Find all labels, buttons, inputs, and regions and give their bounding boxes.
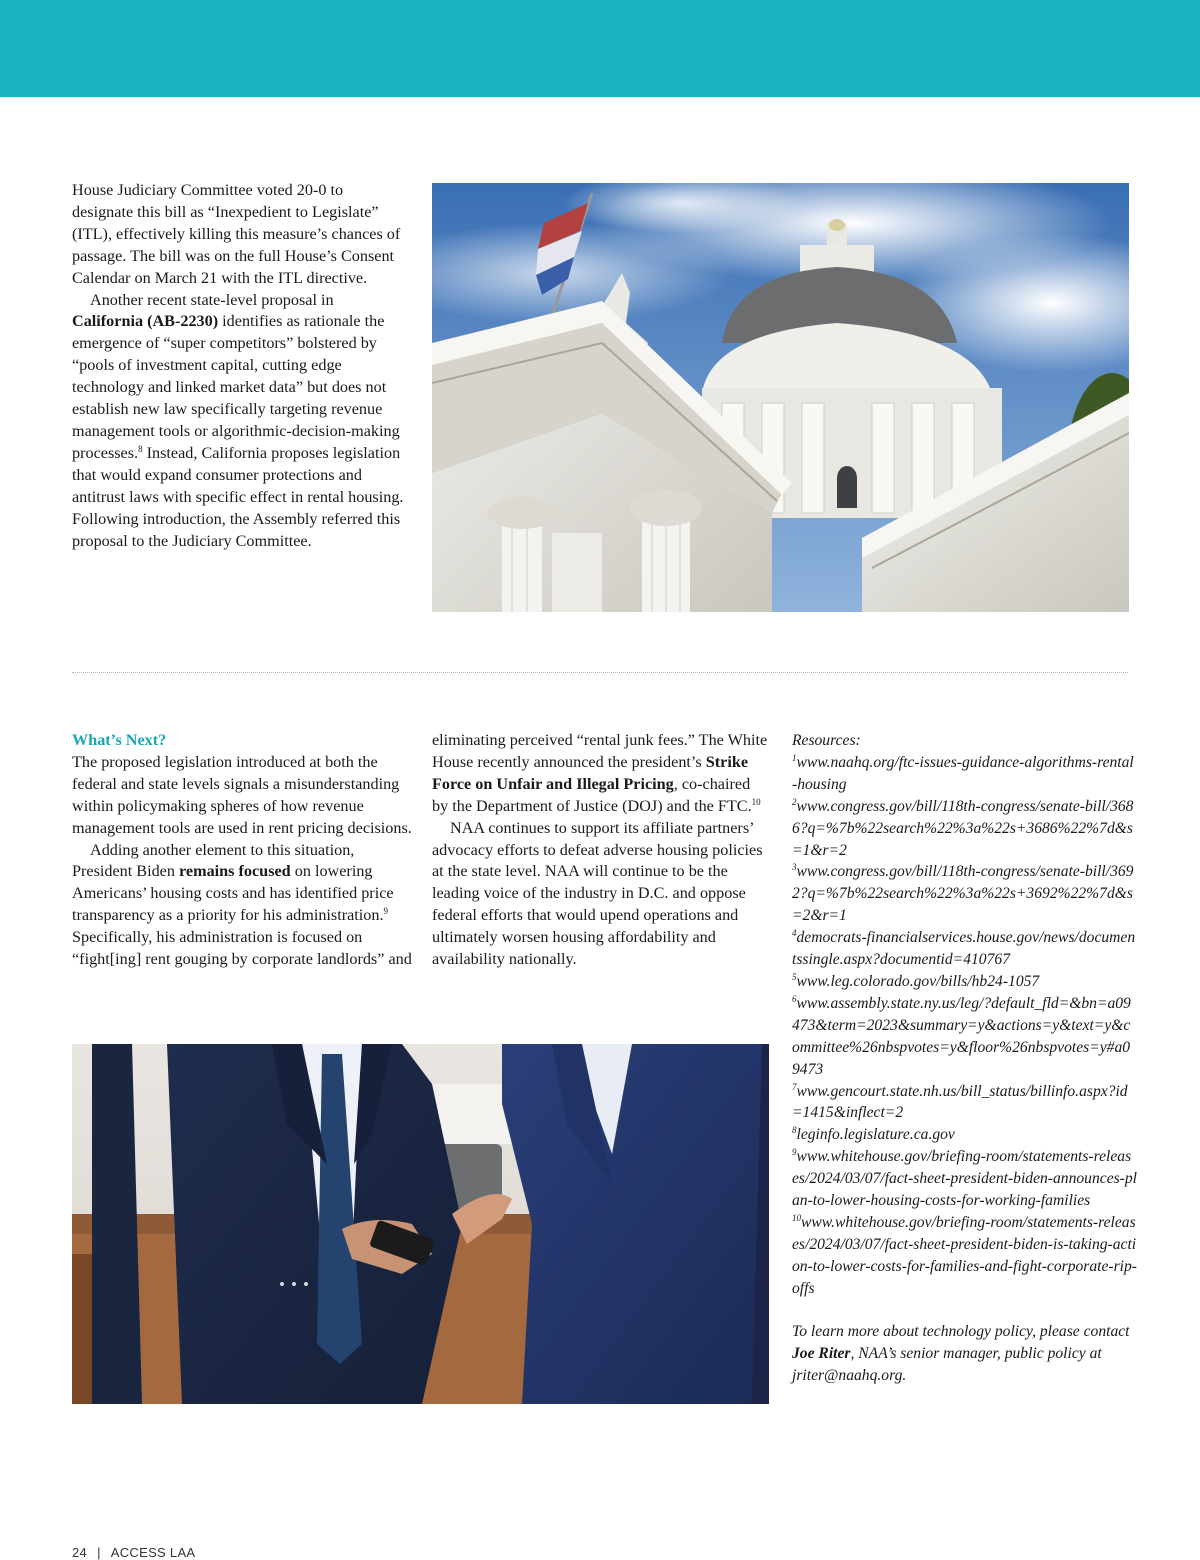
resource-link[interactable] <box>792 1146 1137 1212</box>
footnote-ref: 9 <box>383 906 389 917</box>
bold-text: California (AB-2230) <box>72 312 219 331</box>
paragraph: House Judiciary Committee voted 20-0 to designate this bill as “Inexpedient to Legislate” (ITL), effectively killing this measure’s chances of passage. The bill was on the full House’s Consent Calendar on March 21 with the ITL directive. <box>72 181 401 287</box>
resource-link[interactable] <box>792 796 1137 862</box>
resource-number: 8 <box>792 1125 797 1136</box>
resource-url[interactable]: www.whitehouse.gov/briefing-room/statements-releases/2024/03/07/fact-sheet-president-biden-announces-plan-to-lower-housing-costs-for-working-families <box>792 1148 1138 1210</box>
resource-url[interactable]: www.naahq.org/ftc-issues-guidance-algorithms-rental-housing <box>792 753 1134 793</box>
section-heading: What’s Next? <box>72 731 167 749</box>
handshake-photo <box>72 1044 769 1404</box>
bold-text: remains focused <box>179 862 291 881</box>
top-left-column <box>72 180 408 552</box>
resource-url[interactable]: www.leg.colorado.gov/bills/hb24-1057 <box>796 972 1040 990</box>
resource-url[interactable]: democrats-financialservices.house.gov/news/documentssingle.aspx?documentid=410767 <box>792 929 1136 969</box>
resource-url[interactable]: www.gencourt.state.nh.us/bill_status/billinfo.aspx?id=1415&inflect=2 <box>792 1082 1128 1122</box>
middle-column <box>432 730 770 971</box>
paragraph: eliminating perceived “rental junk fees.” The White House recently announced the president’s Strike Force on Unfair and Illegal Pricing, co-chaired by the Department of Justice (DOJ) and the FTC.$^{10}$ <box>432 731 768 815</box>
resource-link[interactable] <box>792 927 1137 971</box>
publication-name: ACCESS LAA <box>110 1545 196 1560</box>
resource-url[interactable]: www.congress.gov/bill/118th-congress/senate-bill/3692?q=%7b%22search%22%3a%22s+3692%22%7d&s=2&r=1 <box>792 863 1134 925</box>
top-color-bar <box>0 0 1200 97</box>
footer-separator: | <box>97 1545 101 1560</box>
resource-link[interactable] <box>792 971 1137 993</box>
resources-heading: Resources: <box>792 732 861 749</box>
footnote-ref: 8 <box>138 443 143 454</box>
resource-link[interactable] <box>792 752 1137 796</box>
resource-url[interactable]: www.whitehouse.gov/briefing-room/statements-releases/2024/03/07/fact-sheet-president-biden-is-taking-action-to-lower-costs-for-families-and-fight-corporate-rip-offs <box>792 1213 1137 1297</box>
paragraph: NAA continues to support its affiliate partners’ advocacy efforts to defeat adverse housing policies at the state level. NAA will continue to be the leading voice of the industry in D.C. and oppose federal efforts that would upend operations and ultimately worsen housing affordability and availability nationally. <box>432 818 763 969</box>
resource-url[interactable]: leginfo.legislature.ca.gov <box>796 1126 955 1144</box>
bold-text: Strike Force on Unfair and Illegal Pricing <box>432 752 749 793</box>
paragraph: The proposed legislation introduced at both the federal and state levels signals a misunderstanding within policymaking spheres of how revenue management tools are used in rent pricing decisions. <box>72 752 412 837</box>
resources-column <box>792 730 1137 1387</box>
whats-next-column <box>72 730 412 971</box>
resource-number: 2 <box>792 796 797 807</box>
resource-number: 7 <box>792 1081 797 1092</box>
section-divider <box>72 672 1128 673</box>
paragraph: Another recent state-level proposal in California (AB-2230) identifies as rationale the emergence of “super competitors” bolstered by “pools of investment capital, cutting edge technology and linked market data” but does not establish new law specifically targeting revenue management tools or algorithmic-decision-making processes.$^8$ Instead, California proposes legislation that would expand consumer protections and antitrust laws with specific effect in rental housing. Following introduction, the Assembly referred this proposal to the Judiciary Committee. <box>72 290 404 550</box>
footnote-ref: 10 <box>751 796 761 807</box>
resource-number: 6 <box>792 993 797 1004</box>
contact-note: To learn more about technology policy, please contact Joe Riter, NAA’s senior manager, public policy at jriter@naahq.org. <box>792 1323 1130 1385</box>
resource-url[interactable]: www.congress.gov/bill/118th-congress/senate-bill/3686?q=%7b%22search%22%3a%22s+3686%22%7d&s=1&r=2 <box>792 797 1134 859</box>
resource-number: 5 <box>792 971 797 982</box>
resource-link[interactable] <box>792 1124 1137 1146</box>
resource-link[interactable] <box>792 1212 1137 1300</box>
resources-list <box>792 752 1137 1300</box>
resource-number: 4 <box>792 928 797 939</box>
contact-name: Joe Riter <box>792 1345 851 1363</box>
page-number: 24 <box>72 1545 88 1560</box>
resource-number: 9 <box>792 1147 797 1158</box>
resource-link[interactable] <box>792 1081 1137 1125</box>
resource-number: 3 <box>792 862 797 873</box>
resource-number: 10 <box>792 1212 801 1223</box>
resource-url[interactable]: www.assembly.state.ny.us/leg/?default_fld=&bn=a09473&term=2023&summary=y&actions=y&text=y&committee%26nbspvotes=y&floor%26nbspvotes=y#a09473 <box>792 994 1131 1078</box>
resource-number: 1 <box>792 752 797 763</box>
paragraph: Adding another element to this situation, President Biden remains focused on lowering Americans’ housing costs and has identified price transparency as a priority for his administration.$^9$ Specifically, his administration is focused on “fight[ing] rent gouging by corporate landlords” and <box>72 840 412 969</box>
capitol-dome-photo <box>432 183 1129 612</box>
resource-link[interactable] <box>792 993 1137 1081</box>
resource-link[interactable] <box>792 861 1137 927</box>
